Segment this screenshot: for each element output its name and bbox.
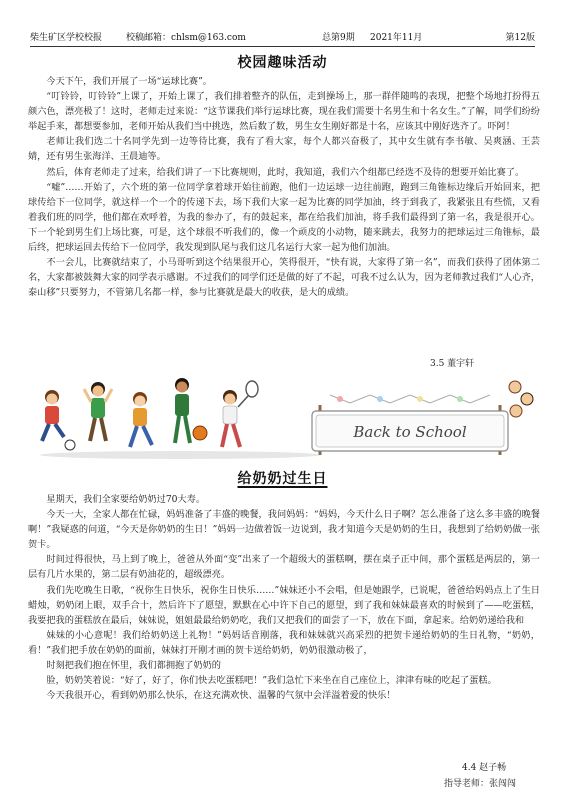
issue-date: 2021年11月 bbox=[370, 33, 423, 43]
back-to-school-illustration bbox=[30, 375, 535, 460]
article2-paragraph: 时刻把我们抱在怀里，我们都拥抱了奶奶的 bbox=[46, 660, 221, 672]
child-soccer-icon bbox=[42, 390, 75, 450]
article2-paragraph: 时间过得很快，马上到了晚上，爸爸从外面“变”出来了一个超级大的蛋糕啊，摆在桌子正中间，那个蛋糕是两层的，第一层有几片水果的，第二层有奶油花的，超级漂亮。 bbox=[28, 554, 540, 581]
article1-paragraph: “叮铃铃，叮铃铃”上课了，开始上课了，我们排着整齐的队伍，走到操场上，那一群伴随鸣的表现，把整个场地打扮得五颜六色，漂亮极了！这时，老师走过来说：“这节课我们举行运球比赛，现在我们需要十名男生和十名女生。”了解，同学们纷纷举起手来，都想要参加，老师开始从我们当中挑选，然后数了数，男生女生刚好都是十名，应该其中刚好选齐了。吓阿！ bbox=[28, 91, 540, 133]
article1-title: 校园趣味活动 bbox=[237, 55, 328, 71]
back-to-school-banner bbox=[312, 405, 508, 455]
article2-paragraph: 今天我很开心，看到奶奶那么快乐，在这充满欢快、温馨的气氛中会洋溢着爱的快乐！ bbox=[46, 690, 396, 702]
child-basketball-icon bbox=[175, 378, 207, 443]
banner-text: Back to School bbox=[353, 423, 467, 441]
bunting-decoration bbox=[330, 395, 490, 403]
article2-body bbox=[28, 492, 540, 760]
article2-paragraph: 星期天，我们全家要给奶奶过70大寿。 bbox=[46, 494, 206, 505]
article1-paragraph: 不一会儿，比赛就结束了，小马哥听到这个结果很开心，笑得很开，“快有说，大家得了第一名”，而我们获得了团体第二名，大家都被鼓舞大家的同学表示感谢。不过我们的同学们还是做的好了不起，可我不过么认为，因为老师教过我们“人心齐，泰山移”只要努力，不管第几名都一样，参与比赛就是最大的收获，是大的成绩。 bbox=[28, 257, 540, 299]
article2-paragraph: 我们先吃晚生日歌，“祝你生日快乐，祝你生日快乐……”妹妹还小不会唱，但是她跟学，已说呢，爸爸给妈妈点上了生日蜡烛，奶奶闭上眼，双手合十，然后许下了愿望，默默在心中许下自己的愿望，到了我和妹妹最喜欢的时候到了——吃蛋糕，我要把我的蛋糕放在最后，妹妹说，姐姐最最给奶奶吃，我们又把我们的面尝了一下，放在下面，拿起来。给奶奶递给我和 bbox=[28, 584, 540, 626]
article2-paragraph: 今天一大，全家人都在忙碌，妈妈准备了丰盛的晚餐，我问妈妈：“妈妈，今天什么日子啊？怎么准备了这么多丰盛的晚餐啊！”我疑惑的问道，“今天是你奶奶的生日！”妈妈一边做着饭一边说到，我才知道今天是奶奶的生日，我想到了给奶奶做一张贺卡。 bbox=[28, 509, 540, 551]
article2-teacher: 指导老师：张闯闯 bbox=[444, 779, 517, 789]
article2-paragraph: 妹妹的小心意呢！我们给奶奶送上礼物！”妈妈话音刚落，我和妹妹就兴高采烈的把贺卡递给奶奶的生日礼物，“奶奶，看！”我们把手放在奶奶的面前，妹妹打开刚才画的贺卡送给奶奶，奶奶很激动极了， bbox=[28, 629, 540, 656]
page-number: 第12版 bbox=[505, 33, 535, 43]
article1-paragraph: 今天下午，我们开展了一场“运球比赛”。 bbox=[46, 76, 212, 87]
newspaper-header bbox=[30, 28, 535, 47]
article1-paragraph: 然后，体育老师走了过来，给我们讲了一下比赛规则，此时，我知道，我们六个组都已经选不及待的想要开始比赛了。 bbox=[46, 166, 525, 178]
child-cheering-icon bbox=[84, 382, 112, 441]
article1-paragraph: 老师让我们选二十名同学先到一边等待比赛，我有了看大家，每个人都兴奋极了，其中女生就有李书敏、吴爽涵、王芸婧，还有男生张海洋、王晨迪等。 bbox=[28, 136, 540, 163]
children-heads-decoration bbox=[509, 381, 533, 417]
school-name: 柴生矿区学校校报 bbox=[30, 33, 103, 43]
article2-paragraph: 脸，奶奶笑着说：“好了，好了，你们快去吃蛋糕吧！”我们急忙下来坐在自己座位上，津津有味的吃起了蛋糕。 bbox=[46, 675, 497, 687]
child-tennis-icon bbox=[222, 381, 258, 447]
article1-byline: 3.5 董宇轩 bbox=[430, 359, 475, 369]
child-running-icon bbox=[130, 392, 152, 447]
issue-number: 总第9期 bbox=[322, 33, 355, 43]
article1-paragraph: “嘘”……开始了，六个班的第一位同学拿着球开始往前跑，他们一边运球一边往前跑，跑到三角锥标边缘后开始回来，把球传给下一位同学，就这样一个一个的传递下去，场下我们大家一起为比赛的同学加油，终于到我了，我紧张且有些慌，又看着我们班的同学，他们都在欢呼着，为我的参办了，有的鼓起来，都在给我们加油，将手我们最得到了第一名，我是很开心。下一个轮到男生们上场比赛，可是，这个球很不听我们的，像一个顽皮的小动物，随来跳去，我努力的把球运过三角锥标，最后终，把球运回去传给下一位同学，我发现到队尾与我们这几名运行大家一起为他们加油。 bbox=[28, 181, 540, 254]
article2-title: 给奶奶过生日 bbox=[237, 471, 328, 487]
article1-body bbox=[28, 74, 540, 339]
submission-email: 校稿邮箱：chlsm@163.com bbox=[126, 33, 246, 43]
article2-author: 4.4 赵子畅 bbox=[462, 763, 507, 773]
